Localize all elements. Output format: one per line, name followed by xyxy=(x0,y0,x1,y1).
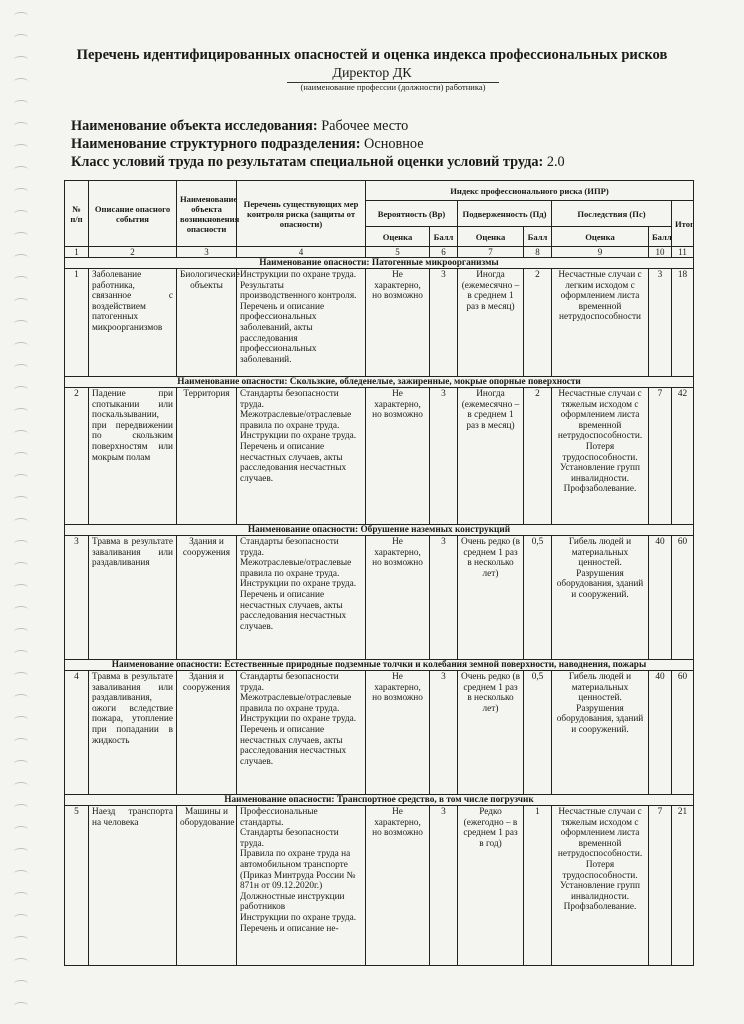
cell-num: 1 xyxy=(65,269,89,377)
cell-prob: Не характерно, но возможно xyxy=(366,536,430,660)
cell-total: 21 xyxy=(672,806,694,966)
class-value: 2.0 xyxy=(546,154,565,170)
column-number: 8 xyxy=(524,247,552,258)
class-label: Класс условий труда по результатам специальной оценки условий труда xyxy=(71,154,539,170)
cell-object: Здания и сооружения xyxy=(177,536,237,660)
binder-hole xyxy=(14,166,28,173)
column-number: 11 xyxy=(672,247,694,258)
header-event: Описание опасного события xyxy=(89,181,177,247)
header-probability: Вероятность (Вр) xyxy=(366,201,458,227)
header-exposure: Подверженность (Пд) xyxy=(458,201,552,227)
binder-hole xyxy=(14,276,28,283)
cell-total: 60 xyxy=(672,671,694,795)
cell-exp-pts: 0,5 xyxy=(524,671,552,795)
table-row xyxy=(65,388,694,525)
hazard-name: Наименование опасности: Скользкие, обледенелые, зажиренные, мокрые опорные поверхности xyxy=(65,377,694,388)
hazard-header-row xyxy=(65,377,694,388)
risk-table xyxy=(64,180,694,966)
cell-total: 42 xyxy=(672,388,694,525)
binder-hole xyxy=(14,342,28,349)
binder-hole xyxy=(14,188,28,195)
column-number: 4 xyxy=(237,247,366,258)
binder-hole xyxy=(14,408,28,415)
header-total: Итог xyxy=(672,201,694,247)
header-object: Наименование объекта возникновения опасности xyxy=(177,181,237,247)
cell-exp: Очень редко (в среднем 1 раз в несколько лет) xyxy=(458,671,524,795)
binder-hole xyxy=(14,782,28,789)
cell-exp: Очень редко (в среднем 1 раз в несколько лет) xyxy=(458,536,524,660)
header-prob-score: Оценка xyxy=(366,227,430,247)
document-title: Перечень идентифицированных опасностей и оценка индекса профессиональных рисков xyxy=(76,47,668,63)
binder-hole xyxy=(14,210,28,217)
cell-measures: Профессиональные стандарты. Стандарты безопасности труда. Правила по охране труда на автомобильном транспорте (Приказ Минтруда России № 871н от 09.12.2020г.) Должностные инструкции работников Инструкции по охране труда. Перечень и описание не- xyxy=(237,806,366,966)
hazard-header-row xyxy=(65,258,694,269)
header-exp-points: Балл xyxy=(524,227,552,247)
binder-hole xyxy=(14,100,28,107)
binder-hole xyxy=(14,694,28,701)
binder-hole xyxy=(14,650,28,657)
division-line: Наименование структурного подразделения: Основное xyxy=(71,136,424,152)
cell-num: 4 xyxy=(65,671,89,795)
binder-hole xyxy=(14,914,28,921)
column-number: 10 xyxy=(649,247,672,258)
cell-exp: Иногда (ежемесячно – в среднем 1 раз в месяц) xyxy=(458,269,524,377)
binder-hole xyxy=(14,298,28,305)
cell-exp: Иногда (ежемесячно – в среднем 1 раз в месяц) xyxy=(458,388,524,525)
table-row xyxy=(65,536,694,660)
header-measures: Перечень существующих мер контроля риска (защиты от опасности) xyxy=(237,181,366,247)
division-label: Наименование структурного подразделения xyxy=(71,136,356,152)
cell-exp-pts: 1 xyxy=(524,806,552,966)
cell-event: Травма в результате заваливания или раздавливания xyxy=(89,536,177,660)
column-number: 6 xyxy=(430,247,458,258)
binder-hole xyxy=(14,804,28,811)
binder-hole xyxy=(14,12,28,19)
header-prob-points: Балл xyxy=(430,227,458,247)
cell-num: 2 xyxy=(65,388,89,525)
cell-cons: Гибель людей и материальных ценностей. Разрушения оборудования, зданий и сооружений. xyxy=(552,671,649,795)
cell-num: 3 xyxy=(65,536,89,660)
cell-prob: Не характерно, но возможно xyxy=(366,388,430,525)
binder-hole xyxy=(14,738,28,745)
class-line: Класс условий труда по результатам специальной оценки условий труда: 2.0 xyxy=(71,154,565,170)
binder-hole xyxy=(14,320,28,327)
binder-hole xyxy=(14,1002,28,1009)
cell-object: Биологические объекты xyxy=(177,269,237,377)
cell-total: 18 xyxy=(672,269,694,377)
hazard-header-row xyxy=(65,660,694,671)
cell-object: Машины и оборудование xyxy=(177,806,237,966)
binder-hole xyxy=(14,430,28,437)
cell-prob-pts: 3 xyxy=(430,806,458,966)
hazard-name: Наименование опасности: Обрушение наземных конструкций xyxy=(65,525,694,536)
cell-exp-pts: 0,5 xyxy=(524,536,552,660)
binder-hole xyxy=(14,540,28,547)
cell-cons: Гибель людей и материальных ценностей. Разрушения оборудования, зданий и сооружений. xyxy=(552,536,649,660)
binder-hole xyxy=(14,34,28,41)
binder-hole xyxy=(14,122,28,129)
binder-hole xyxy=(14,584,28,591)
cell-total: 60 xyxy=(672,536,694,660)
cell-measures: Стандарты безопасности труда. Межотраслевые/отраслевые правила по охране труда. Инструкции по охране труда. Перечень и описание несчастных случаев, акты расследования несчастных случаев. xyxy=(237,536,366,660)
cell-prob: Не характерно, но возможно xyxy=(366,806,430,966)
binder-hole xyxy=(14,958,28,965)
cell-cons: Несчастные случаи с тяжелым исходом с оформлением листа временной нетрудоспособности. Потеря трудоспособности. Установление групп инвалидности. Профзаболевание. xyxy=(552,388,649,525)
table-row xyxy=(65,671,694,795)
binder-hole xyxy=(14,870,28,877)
hazard-name: Наименование опасности: Естественные природные подземные толчки и колебания земной поверхности, наводнения, пожары xyxy=(65,660,694,671)
cell-object: Здания и сооружения xyxy=(177,671,237,795)
binder-hole xyxy=(14,232,28,239)
object-line: Наименование объекта исследования: Рабочее место xyxy=(71,118,409,134)
cell-exp-pts: 2 xyxy=(524,269,552,377)
cell-prob: Не характерно, но возможно xyxy=(366,671,430,795)
binder-hole xyxy=(14,144,28,151)
cell-cons-pts: 7 xyxy=(649,806,672,966)
cell-prob-pts: 3 xyxy=(430,269,458,377)
hazard-header-row xyxy=(65,525,694,536)
column-number: 5 xyxy=(366,247,430,258)
header-consequences: Последствия (Пс) xyxy=(552,201,672,227)
hazard-header-row xyxy=(65,795,694,806)
cell-event: Заболевание работника, связанное с воздействием патогенных микроорганизмов xyxy=(89,269,177,377)
binder-hole xyxy=(14,848,28,855)
cell-cons-pts: 3 xyxy=(649,269,672,377)
binder-hole xyxy=(14,980,28,987)
binder-hole xyxy=(14,364,28,371)
binder-hole xyxy=(14,474,28,481)
binder-hole xyxy=(14,606,28,613)
cell-cons-pts: 7 xyxy=(649,388,672,525)
binder-hole xyxy=(14,562,28,569)
cell-prob-pts: 3 xyxy=(430,671,458,795)
table-row xyxy=(65,269,694,377)
cell-prob-pts: 3 xyxy=(430,388,458,525)
hazard-name: Наименование опасности: Транспортное средство, в том числе погрузчик xyxy=(65,795,694,806)
cell-num: 5 xyxy=(65,806,89,966)
cell-cons-pts: 40 xyxy=(649,536,672,660)
cell-exp-pts: 2 xyxy=(524,388,552,525)
binder-hole xyxy=(14,254,28,261)
cell-cons-pts: 40 xyxy=(649,671,672,795)
cell-event: Падение при спотыкании или поскальзывании, при передвижении по скользким поверхностям или мокрым полам xyxy=(89,388,177,525)
binder-hole xyxy=(14,496,28,503)
hazard-name: Наименование опасности: Патогенные микроорганизмы xyxy=(65,258,694,269)
column-number: 1 xyxy=(65,247,89,258)
binder-hole xyxy=(14,672,28,679)
cell-event: Травма в результате заваливания или раздавливания, ожоги вследствие пожара, утопление при попадании в жидкость xyxy=(89,671,177,795)
column-number: 7 xyxy=(458,247,524,258)
binder-hole xyxy=(14,518,28,525)
cell-cons: Несчастные случаи с легким исходом с оформлением листа временной нетрудоспособности xyxy=(552,269,649,377)
header-cons-points: Балл xyxy=(649,227,672,247)
column-number: 3 xyxy=(177,247,237,258)
cell-cons: Несчастные случаи с тяжелым исходом с оформлением листа временной нетрудоспособности. Потеря трудоспособности. Установление групп инвалидности. Профзаболевание. xyxy=(552,806,649,966)
header-num: № п/п xyxy=(65,181,89,247)
position-title: Директор ДК xyxy=(332,66,412,81)
column-numbers-row xyxy=(65,247,694,258)
binder-hole xyxy=(14,936,28,943)
binder-hole xyxy=(14,892,28,899)
cell-object: Территория xyxy=(177,388,237,525)
division-value: Основное xyxy=(364,136,424,152)
object-label: Наименование объекта исследования xyxy=(71,118,313,134)
binder-hole xyxy=(14,760,28,767)
cell-measures: Стандарты безопасности труда. Межотраслевые/отраслевые правила по охране труда. Инструкции по охране труда. Перечень и описание несчастных случаев, акты расследования несчастных случаев. xyxy=(237,671,366,795)
cell-prob: Не характерно, но возможно xyxy=(366,269,430,377)
binder-hole xyxy=(14,452,28,459)
binder-hole xyxy=(14,826,28,833)
column-number: 2 xyxy=(89,247,177,258)
column-number: 9 xyxy=(552,247,649,258)
object-value: Рабочее место xyxy=(321,118,409,134)
header-exp-score: Оценка xyxy=(458,227,524,247)
cell-measures: Стандарты безопасности труда. Межотраслевые/отраслевые правила по охране труда. Инструкции по охране труда. Перечень и описание несчастных случаев, акты расследования несчастных случаев. xyxy=(237,388,366,525)
position-note: (наименование профессии (должности) работника) xyxy=(300,82,486,92)
binder-hole xyxy=(14,716,28,723)
binder-hole xyxy=(14,628,28,635)
cell-exp: Редко (ежегодно – в среднем 1 раз в год) xyxy=(458,806,524,966)
table-row xyxy=(65,806,694,966)
cell-measures: Инструкции по охране труда. Результаты производственного контроля. Перечень и описание профессиональных заболеваний, акты расследования профессиональных заболеваний. xyxy=(237,269,366,377)
header-cons-score: Оценка xyxy=(552,227,649,247)
cell-event: Наезд транспорта на человека xyxy=(89,806,177,966)
cell-prob-pts: 3 xyxy=(430,536,458,660)
binder-holes xyxy=(0,0,40,1024)
header-ipr: Индекс профессионального риска (ИПР) xyxy=(366,181,694,201)
binder-hole xyxy=(14,386,28,393)
